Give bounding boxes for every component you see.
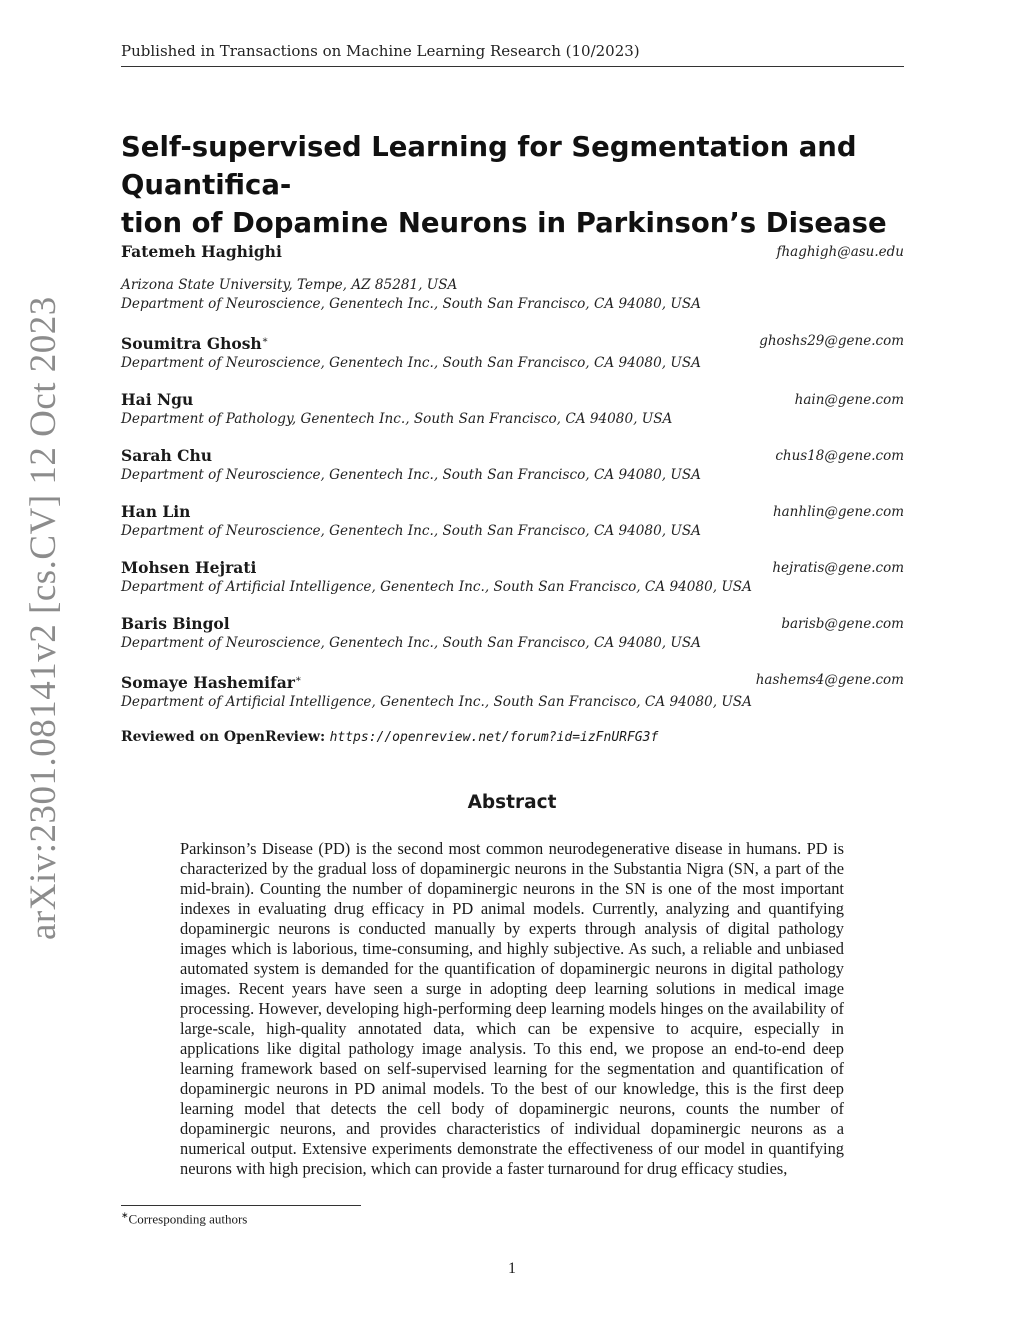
author-block	[121, 446, 904, 485]
corresponding-mark: ∗	[294, 674, 302, 686]
author-affiliation: Arizona State University, Tempe, AZ 85281, USA	[121, 277, 458, 293]
author-name: Fatemeh Haghighi	[121, 242, 282, 261]
author-name: Somaye Hashemifar∗	[121, 673, 302, 693]
author-name: Mohsen Hejrati	[121, 558, 257, 578]
arxiv-identifier[interactable]: arXiv:2301.08141v2 [cs.CV] 12 Oct 2023	[23, 296, 64, 940]
page-number: 1	[508, 1260, 516, 1277]
author-email[interactable]: fhaghigh@asu.edu	[776, 244, 904, 260]
author-block	[121, 242, 904, 314]
paper-title	[121, 128, 911, 242]
title-line: Self-supervised Learning for Segmentation and Quantifica-	[121, 131, 857, 201]
author-block	[121, 614, 904, 653]
openreview-label: Reviewed on OpenReview:	[121, 729, 326, 745]
author-block	[121, 390, 904, 429]
footnote-text: Corresponding authors	[128, 1211, 248, 1227]
footnote	[121, 1210, 247, 1227]
author-email[interactable]: chus18@gene.com	[775, 448, 904, 465]
author-name: Hai Ngu	[121, 390, 194, 410]
footnote-divider	[121, 1205, 361, 1206]
title-line: tion of Dopamine Neurons in Parkinson’s Disease	[121, 207, 887, 239]
author-block	[121, 331, 904, 373]
author-email[interactable]: ghoshs29@gene.com	[759, 333, 904, 349]
author-block	[121, 558, 904, 597]
author-block	[121, 670, 904, 712]
author-email[interactable]: barisb@gene.com	[781, 616, 904, 633]
author-affiliation: Department of Pathology, Genentech Inc., South San Francisco, CA 94080, USA	[121, 411, 673, 428]
abstract-heading: Abstract	[467, 792, 557, 813]
author-name: Baris Bingol	[121, 614, 230, 634]
author-name: Han Lin	[121, 502, 191, 522]
author-email[interactable]: hanhlin@gene.com	[772, 504, 904, 521]
author-affiliation: Department of Neuroscience, Genentech Inc., South San Francisco, CA 94080, USA	[121, 355, 701, 372]
corresponding-mark: ∗	[261, 335, 269, 346]
author-email[interactable]: hashems4@gene.com	[755, 672, 904, 689]
abstract-text: Parkinson’s Disease (PD) is the second most common neurodegenerative disease in humans. PD is characterized by the gradual loss of dopaminergic neurons in the Substantia Nigra (SN, a part of the mid-brain). Counting the number of dopaminergic neurons in the SN is one of the most important indexes in evaluating drug efficacy in PD animal models. Currently, analyzing and quantifying dopaminergic neurons is conducted manually by experts through analysis of digital pathology images which is laborious, time-consuming, and highly subjective. As such, a reliable and unbiased automated system is demanded for the quantification of dopaminergic neurons in digital pathology images. Recent years have seen a surge in adopting deep learning solutions in medical image processing. However, developing high-performing deep learning models hinges on the availability of large-scale, high-quality annotated data, which can be expensive to acquire, especially in applications like digital pathology image analysis. To this end, we propose an end-to-end deep learning framework based on self-supervised learning for the segmentation and quantification of dopaminergic neurons in PD animal models. To the best of our knowledge, this is the first deep learning model that detects the cell body of dopaminergic neurons, counts the number of dopaminergic neurons, and provides characteristics of individual dopaminergic neurons as a numerical output. Extensive experiments demonstrate the effectiveness of our model in quantifying neurons with high precision, which can provide a faster turnaround for drug efficacy studies,	[180, 839, 844, 1178]
author-name: Sarah Chu	[121, 446, 212, 466]
author-name: Soumitra Ghosh∗	[121, 334, 269, 354]
author-affiliation: Department of Neuroscience, Genentech Inc., South San Francisco, CA 94080, USA	[121, 467, 701, 484]
author-affiliation: Department of Neuroscience, Genentech Inc., South San Francisco, CA 94080, USA	[121, 296, 701, 312]
footnote-mark: ∗	[121, 1210, 129, 1220]
running-header: Published in Transactions on Machine Learning Research (10/2023)	[121, 42, 904, 67]
openreview-line	[121, 729, 658, 745]
author-email[interactable]: hain@gene.com	[794, 392, 904, 409]
author-affiliation: Department of Neuroscience, Genentech Inc., South San Francisco, CA 94080, USA	[121, 635, 701, 652]
author-list	[121, 242, 904, 712]
author-block	[121, 502, 904, 541]
openreview-link[interactable]: https://openreview.net/forum?id=izFnURFG3f	[329, 730, 659, 745]
author-email[interactable]: hejratis@gene.com	[772, 560, 904, 577]
author-affiliation: Department of Artificial Intelligence, Genentech Inc., South San Francisco, CA 94080, USA	[121, 694, 752, 711]
author-affiliation: Department of Neuroscience, Genentech Inc., South San Francisco, CA 94080, USA	[121, 523, 701, 540]
author-affiliation: Department of Artificial Intelligence, Genentech Inc., South San Francisco, CA 94080, USA	[121, 579, 752, 596]
